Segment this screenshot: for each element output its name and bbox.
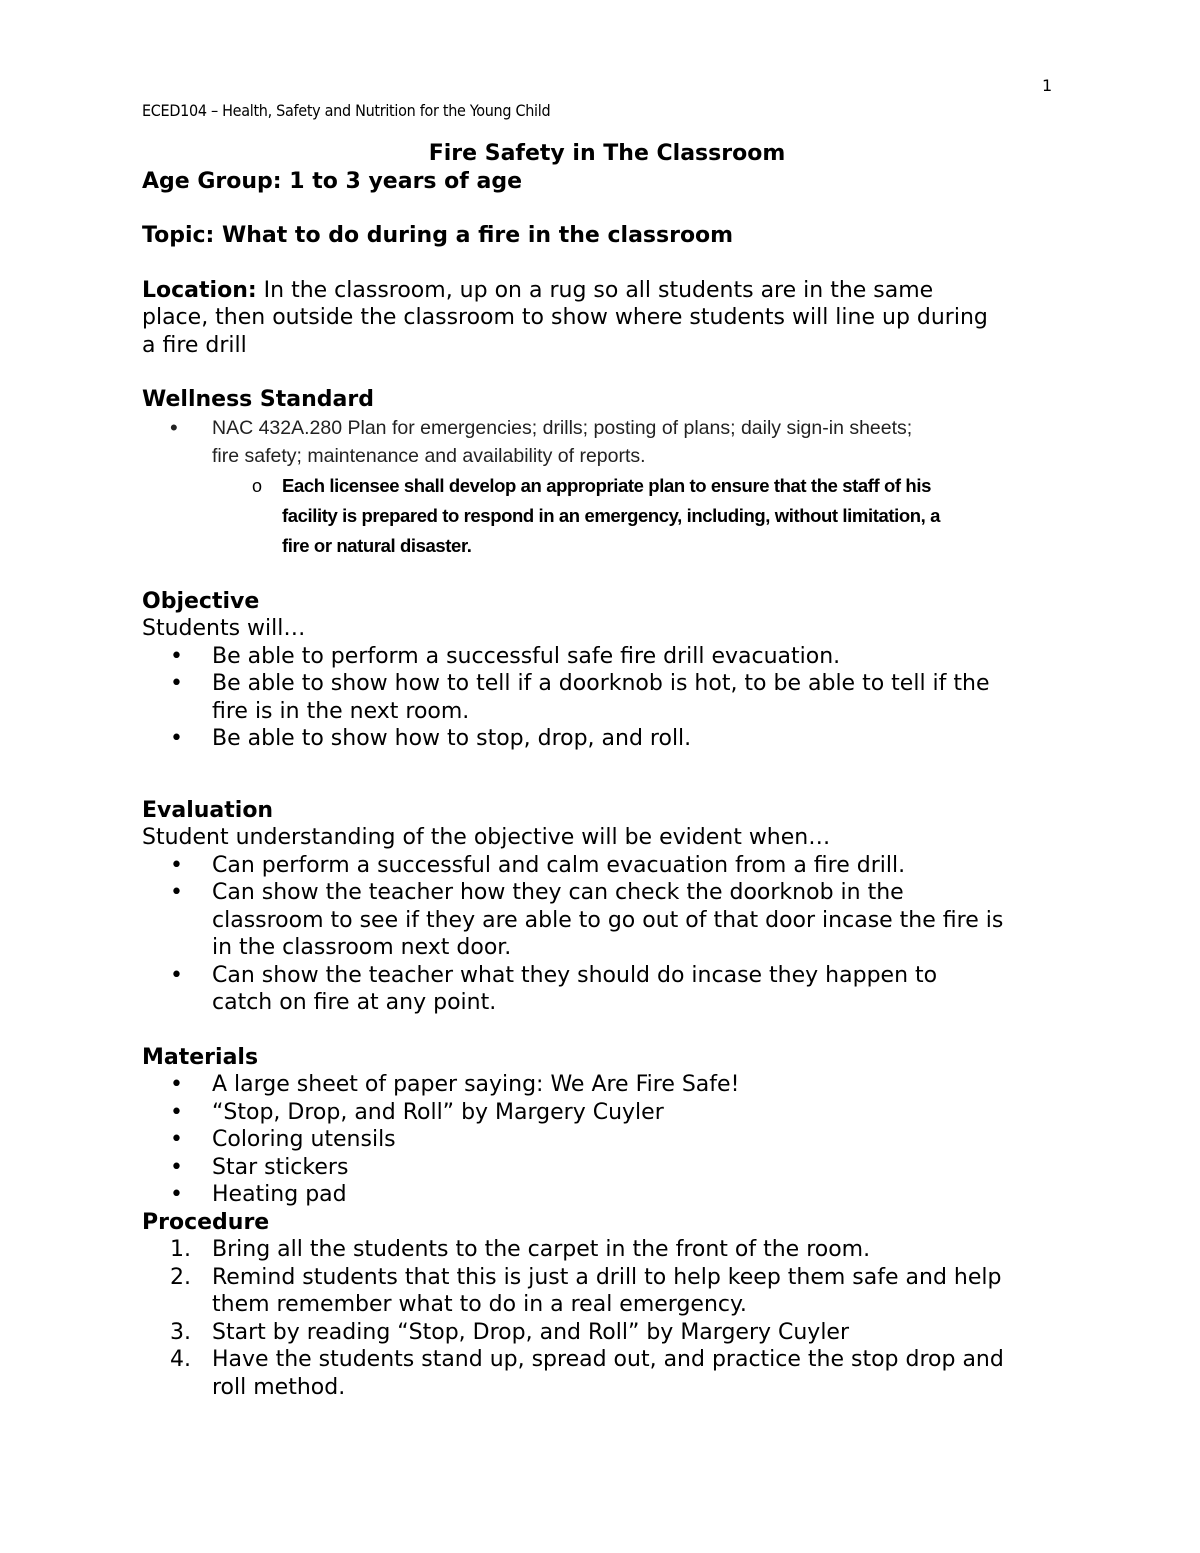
document-title: Fire Safety in The Classroom: [428, 141, 786, 166]
procedure-section: [142, 1209, 1072, 1402]
list-item: [142, 725, 1072, 753]
evaluation-item-2-line-2: classroom to see if they are able to go out of that door incase the fire is: [212, 907, 1004, 933]
evaluation-section: [142, 797, 1072, 1017]
objective-list: [142, 643, 1072, 753]
step-number: 4.: [170, 1347, 191, 1372]
list-item: [142, 879, 1072, 962]
evaluation-item-2-line-3: in the classroom next door.: [212, 935, 512, 960]
materials-list: [142, 1071, 1072, 1209]
evaluation-heading: Evaluation: [142, 797, 274, 823]
list-item: [142, 414, 1072, 470]
list-item: • A large sheet of paper saying: We Are Fire Safe!: [142, 1071, 1072, 1099]
step-number: 2.: [170, 1264, 191, 1290]
list-item: [142, 962, 1072, 1017]
evaluation-intro: Student understanding of the objective will be evident when…: [142, 825, 831, 850]
list-item: • “Stop, Drop, and Roll” by Margery Cuyler: [142, 1099, 1072, 1127]
document-body: [142, 140, 1072, 1401]
objective-section: [142, 588, 1072, 753]
evaluation-list: [142, 852, 1072, 1017]
sub-bullet-marker: o: [252, 475, 262, 496]
wellness-item-line-2: fire safety; maintenance and availability of reports.: [212, 444, 646, 467]
evaluation-item-1: • Can perform a successful and calm evacuation from a fire drill.: [212, 852, 906, 878]
list-item: [142, 1346, 1072, 1401]
location-text-1: In the classroom, up on a rug so all students are in the same: [256, 277, 934, 303]
page-number: 1: [1042, 76, 1053, 95]
list-item: • Coloring utensils: [142, 1126, 1072, 1154]
procedure-list: [142, 1236, 1072, 1401]
wellness-list: [142, 414, 1072, 470]
materials-heading: Materials: [142, 1044, 259, 1070]
wellness-sub-line-2: facility is prepared to respond in an emergency, including, without limitation, a: [282, 504, 941, 526]
list-item: • Heating pad: [142, 1181, 1072, 1209]
step-number: 1.: [170, 1237, 191, 1262]
list-item: [142, 852, 1072, 880]
objective-item-2-line-2: fire is in the next room.: [212, 698, 470, 724]
location-text-2: place, then outside the classroom to show where students will line up during: [142, 305, 988, 330]
procedure-step-4-line-1: Have the students stand up, spread out, and practice the stop drop and: [212, 1347, 1004, 1372]
list-item: [142, 643, 1072, 671]
objective-heading: Objective: [142, 588, 260, 614]
list-item: [142, 1319, 1072, 1347]
evaluation-item-3-line-1: • Can show the teacher what they should do incase they happen to: [212, 962, 938, 988]
wellness-sub-item: [142, 471, 1072, 561]
location-label: Location:: [142, 277, 257, 303]
procedure-heading: Procedure: [142, 1209, 270, 1235]
evaluation-item-2-line-1: • Can show the teacher how they can check the doorknob in the: [212, 880, 904, 905]
objective-intro: Students will…: [142, 616, 306, 641]
list-item: [142, 1236, 1072, 1264]
objective-item-2-line-1: • Be able to show how to tell if a doorknob is hot, to be able to tell if the: [212, 671, 990, 696]
wellness-item-line-1: • NAC 432A.280 Plan for emergencies; drills; posting of plans; daily sign-in sheets;: [212, 416, 913, 439]
wellness-section: [142, 386, 1072, 561]
list-item: [142, 670, 1072, 725]
wellness-sub-line-1: Each licensee shall develop an appropriate plan to ensure that the staff of his: [282, 474, 931, 496]
materials-section: [142, 1044, 1072, 1209]
running-header: ECED104 – Health, Safety and Nutrition for the Young Child: [142, 101, 551, 120]
objective-item-3: • Be able to show how to stop, drop, and roll.: [212, 726, 692, 751]
procedure-step-1: Bring all the students to the carpet in the front of the room.: [212, 1237, 871, 1262]
location-section: [142, 277, 1072, 360]
evaluation-item-3-line-2: catch on fire at any point.: [212, 990, 497, 1015]
age-group: Age Group: 1 to 3 years of age: [142, 168, 523, 194]
wellness-sub-line-3: fire or natural disaster.: [282, 534, 472, 556]
list-item: [142, 1264, 1072, 1319]
step-number: 3.: [170, 1319, 191, 1345]
wellness-heading: Wellness Standard: [142, 387, 374, 412]
procedure-step-2-line-2: them remember what to do in a real emergency.: [212, 1292, 747, 1317]
procedure-step-3: Start by reading “Stop, Drop, and Roll” by Margery Cuyler: [212, 1319, 850, 1345]
location-text-3: a fire drill: [142, 332, 247, 358]
topic: Topic: What to do during a fire in the classroom: [142, 223, 734, 248]
procedure-step-2-line-1: Remind students that this is just a drill to help keep them safe and help: [212, 1264, 1002, 1290]
list-item: • Star stickers: [142, 1154, 1072, 1182]
procedure-step-4-line-2: roll method.: [212, 1374, 346, 1400]
objective-item-1: • Be able to perform a successful safe fire drill evacuation.: [212, 643, 841, 669]
